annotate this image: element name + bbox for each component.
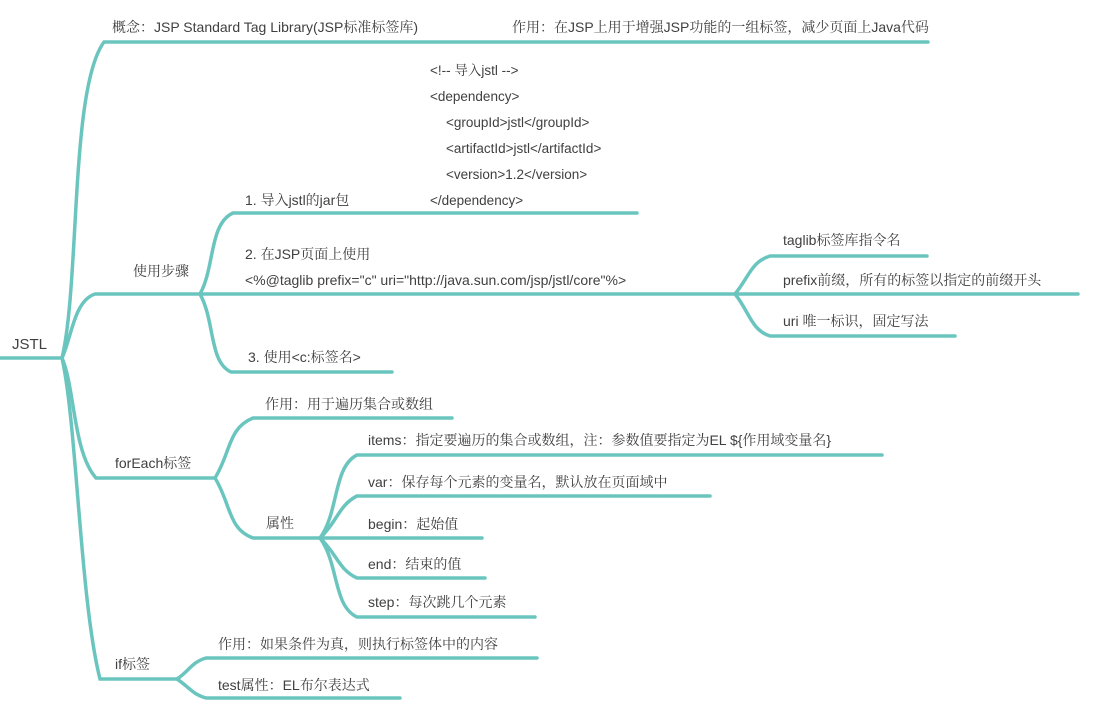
node-step2-code[interactable]: <%@taglib prefix="c" uri="http://java.sun.com/jsp/jstl/core"%> (245, 272, 627, 288)
node-if-purpose[interactable]: 作用：如果条件为真，则执行标签体中的内容 (218, 636, 498, 652)
node-uri[interactable]: uri 唯一标识，固定写法 (783, 313, 929, 329)
node-root-jstl[interactable]: JSTL (12, 336, 48, 353)
code-line-comment: <!-- 导入jstl --> (430, 63, 519, 78)
node-concept[interactable]: 概念：JSP Standard Tag Library(JSP标准标签库) (112, 19, 419, 35)
code-line-artifactid: <artifactId>jstl</artifactId> (446, 141, 602, 156)
node-foreach-tag[interactable]: forEach标签 (115, 455, 192, 471)
node-taglib[interactable]: taglib标签库指令名 (783, 232, 901, 248)
node-if-test[interactable]: test属性：EL布尔表达式 (218, 677, 370, 693)
node-attr-step[interactable]: step：每次跳几个元素 (368, 594, 507, 610)
node-attr-items[interactable]: items：指定要遍历的集合或数组，注：参数值要指定为EL ${作用域变量名} (368, 432, 832, 448)
node-usage-steps[interactable]: 使用步骤 (133, 263, 189, 279)
node-step2-title[interactable]: 2. 在JSP页面上使用 (245, 246, 371, 262)
node-purpose[interactable]: 作用：在JSP上用于增强JSP功能的一组标签，减少页面上Java代码 (512, 19, 929, 35)
node-attr-var[interactable]: var：保存每个元素的变量名，默认放在页面域中 (368, 474, 668, 490)
code-line-groupid: <groupId>jstl</groupId> (446, 115, 590, 130)
node-attributes[interactable]: 属性 (266, 515, 294, 531)
code-line-version: <version>1.2</version> (446, 167, 588, 182)
node-step3[interactable]: 3. 使用<c:标签名> (248, 349, 361, 365)
node-foreach-purpose[interactable]: 作用：用于遍历集合或数组 (265, 396, 433, 412)
node-attr-begin[interactable]: begin：起始值 (368, 516, 459, 532)
branch-foreach-purpose (215, 418, 452, 478)
node-prefix[interactable]: prefix前缀，所有的标签以指定的前缀开头 (783, 272, 1042, 288)
branch-if (62, 358, 177, 679)
code-line-dependency-open: <dependency> (430, 89, 520, 104)
node-if-tag[interactable]: if标签 (115, 656, 150, 672)
code-line-dependency-close: </dependency> (430, 193, 524, 208)
node-step1[interactable]: 1. 导入jstl的jar包 (245, 192, 350, 208)
branch-if-purpose (177, 658, 537, 679)
node-attr-end[interactable]: end：结束的值 (368, 556, 462, 572)
